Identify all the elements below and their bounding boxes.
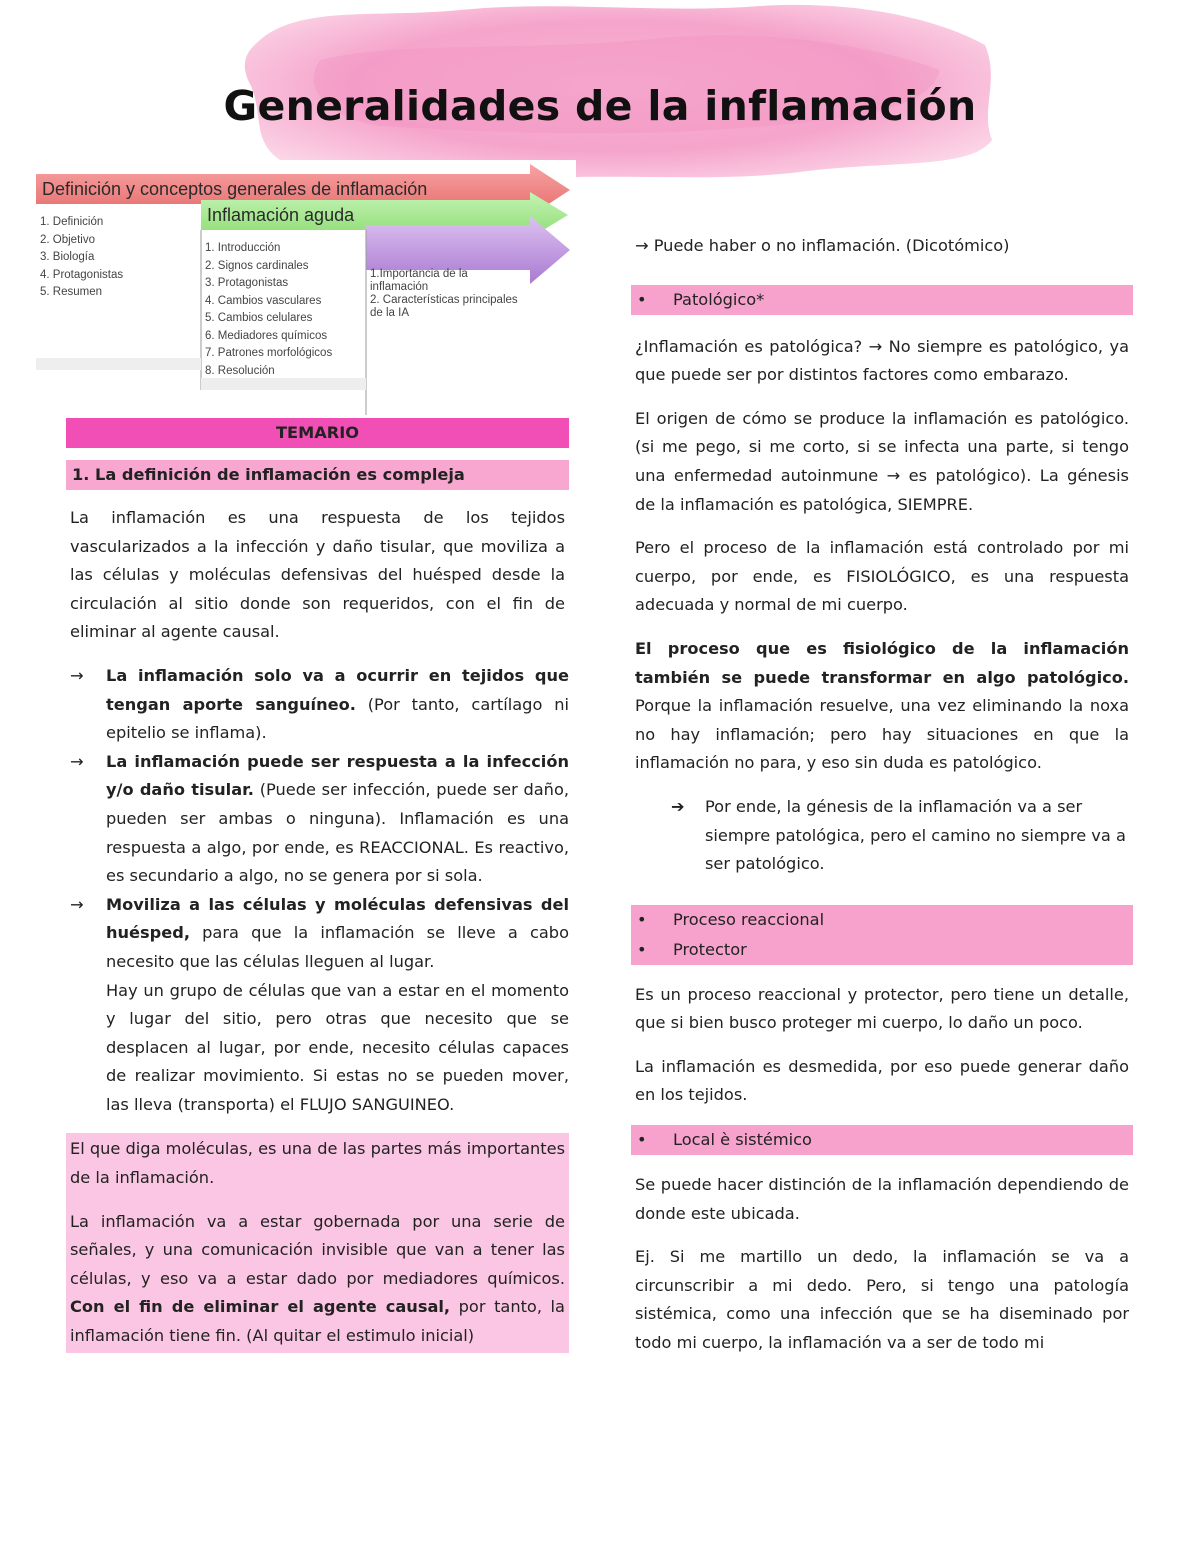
diagram-list-1 — [40, 214, 123, 302]
diagram-list-item: 1. Introducción — [205, 242, 281, 254]
paragraph: La inflamación es desmedida, por eso puede generar daño en los tejidos. — [635, 1056, 1129, 1105]
text: por tanto, la inflamación tiene fin. (Al quitar el estimulo inicial) — [70, 1297, 565, 1346]
arrow-icon: → — [70, 665, 84, 685]
bold-text: Moviliza a las células y moléculas defensivas del huésped, — [106, 894, 569, 943]
text: La inflamación va a estar gobernada por una serie de señales, y una comunicación invisible que van a tener las células, y eso va a estar dado por mediadores químicos. — [70, 1211, 565, 1288]
diagram-list-item: 7. Patrones morfológicos — [205, 347, 333, 359]
paragraph: La inflamación es una respuesta de los tejidos vascularizados a la infección y daño tisular, que moviliza a las células y moléculas defensivas del huésped desde la circulación al sitio donde son requeridos, con el fin de eliminar al agente causal. — [70, 508, 565, 642]
paragraph — [631, 635, 1133, 778]
diagram-list-item: 5. Resumen — [40, 286, 103, 298]
section-heading — [631, 905, 1133, 965]
diagram-list-item: 3. Biología — [40, 251, 95, 263]
paragraph: → Puede haber o no inflamación. (Dicotómico) — [635, 236, 1010, 255]
diagram-list-item: 1.Importancia de la — [370, 268, 468, 280]
diagram-list-item: 2. Características principales — [370, 294, 518, 306]
heading-text: Proceso reaccional — [673, 909, 825, 929]
paragraph: Se puede hacer distinción de la inflamación dependiendo de donde este ubicada. — [635, 1175, 1129, 1223]
diagram-list-item: de la IA — [370, 307, 409, 319]
heading-text: Protector — [673, 939, 747, 959]
list-item — [66, 891, 569, 1120]
bullet-icon: • — [637, 909, 647, 929]
diagram-list-item: 4. Cambios vasculares — [205, 294, 322, 307]
bold-text: La inflamación solo va a ocurrir en tejidos que tengan aporte sanguíneo. — [106, 665, 569, 714]
text: Porque la inflamación resuelve, una vez eliminando la noxa no hay inflamación; pero hay situaciones en que la inflamación no para, y eso sin duda es patológico. — [635, 696, 1129, 773]
section-heading — [631, 1125, 1133, 1155]
text: (Por tanto, cartílago ni epitelio se inflama). — [106, 694, 569, 743]
text: (Puede ser infección, puede ser daño, pueden ser ambas o ninguna). Inflamación es una respuesta a algo, por ende, es REACCIONAL. Es reactivo, es secundario a algo, no se genera por si sola. — [106, 780, 569, 886]
diagram-list-item: 4. Protagonistas — [40, 268, 124, 281]
diagram-list-item: 8. Resolución — [205, 364, 275, 377]
diagram-band-acute: Inflamación aguda — [207, 205, 355, 225]
diagram-list-item: 2. Signos cardinales — [205, 259, 309, 272]
paragraph: El que diga moléculas, es una de las partes más importantes de la inflamación. — [70, 1139, 565, 1188]
heading-text: Local è sistémico — [673, 1130, 812, 1150]
heading-text: Patológico* — [673, 289, 765, 309]
paragraph: Ej. Si me martillo un dedo, la inflamación se va a circunscribir a mi dedo. Pero, si tengo una patología sistémica, como una infección que se ha diseminado por todo mi cuerpo, la inflamación va a ser de todo mi — [635, 1247, 1129, 1353]
diagram-list-item: 3. Protagonistas — [205, 277, 289, 289]
topics-diagram — [36, 160, 576, 415]
section-heading: 1. La definición de inflamación es compleja — [66, 460, 569, 490]
diagram-band-definition: Definición y conceptos generales de inflamación — [42, 179, 428, 199]
text: Por ende, la génesis de la inflamación va a ser siempre patológica, pero el camino no siempre va a ser patológico. — [705, 796, 1126, 874]
diagram-list-item: 2. Objetivo — [40, 233, 95, 246]
bold-text: El proceso que es fisiológico de la inflamación también se puede transformar en algo patológico. — [635, 638, 1129, 687]
temario-header: TEMARIO — [66, 418, 569, 448]
bold-text: Con el fin de eliminar el agente causal, — [70, 1297, 451, 1317]
paragraph: El origen de cómo se produce la inflamación es patológico. (si me pego, si me corto, si se infecta una parte, si tengo una enfermedad autoinmune → es patológico). La génesis de la inflamación es patológica, SIEMPRE. — [635, 408, 1129, 514]
bullet-icon: • — [637, 939, 647, 959]
diagram-list-item: 5. Cambios celulares — [205, 312, 313, 324]
right-column — [631, 232, 1133, 1373]
arrow-icon: → — [70, 894, 84, 914]
bullet-icon: • — [637, 1130, 647, 1150]
list-item — [66, 662, 569, 748]
list-item — [631, 793, 1133, 879]
left-column — [66, 418, 569, 1353]
list-item — [66, 748, 569, 891]
paragraph: Pero el proceso de la inflamación está controlado por mi cuerpo, por ende, es FISIOLÓGICO, es una respuesta adecuada y normal de mi cuerpo. — [635, 538, 1129, 615]
highlight-box — [66, 1133, 569, 1352]
section-heading — [631, 285, 1133, 315]
diagram-list-item: 6. Mediadores químicos — [205, 329, 328, 342]
paragraph: ¿Inflamación es patológica? → No siempre es patológico, ya que puede ser por distintos factores como embarazo. — [635, 336, 1129, 385]
diagram-list-item: inflamación — [370, 281, 429, 293]
paragraph — [70, 1208, 565, 1351]
arrow-icon: → — [70, 751, 84, 771]
bullet-icon: • — [637, 289, 647, 309]
bold-text: La inflamación puede ser respuesta a la infección y/o daño tisular. — [106, 751, 569, 800]
diagram-list-2 — [205, 240, 332, 380]
text: Hay un grupo de células que van a estar en el momento y lugar del sitio, pero otras que necesito que se desplacen al lugar, por ende, necesito células capaces de realizar movimiento. Si estas no se pueden mover, las lleva (transporta) el FLUJO SANGUINEO. — [106, 980, 569, 1114]
diagram-list-3 — [370, 268, 518, 320]
paragraph: Es un proceso reaccional y protector, pero tiene un detalle, que si bien busco proteger mi cuerpo, lo daño un poco. — [635, 984, 1129, 1033]
text: para que la inflamación se lleve a cabo necesito que las células lleguen al lugar. — [106, 923, 569, 971]
diagram-list-item: 1. Definición — [40, 216, 104, 228]
page-title: Generalidades de la inflamación — [223, 82, 977, 130]
arrow-icon: ➔ — [671, 796, 685, 816]
